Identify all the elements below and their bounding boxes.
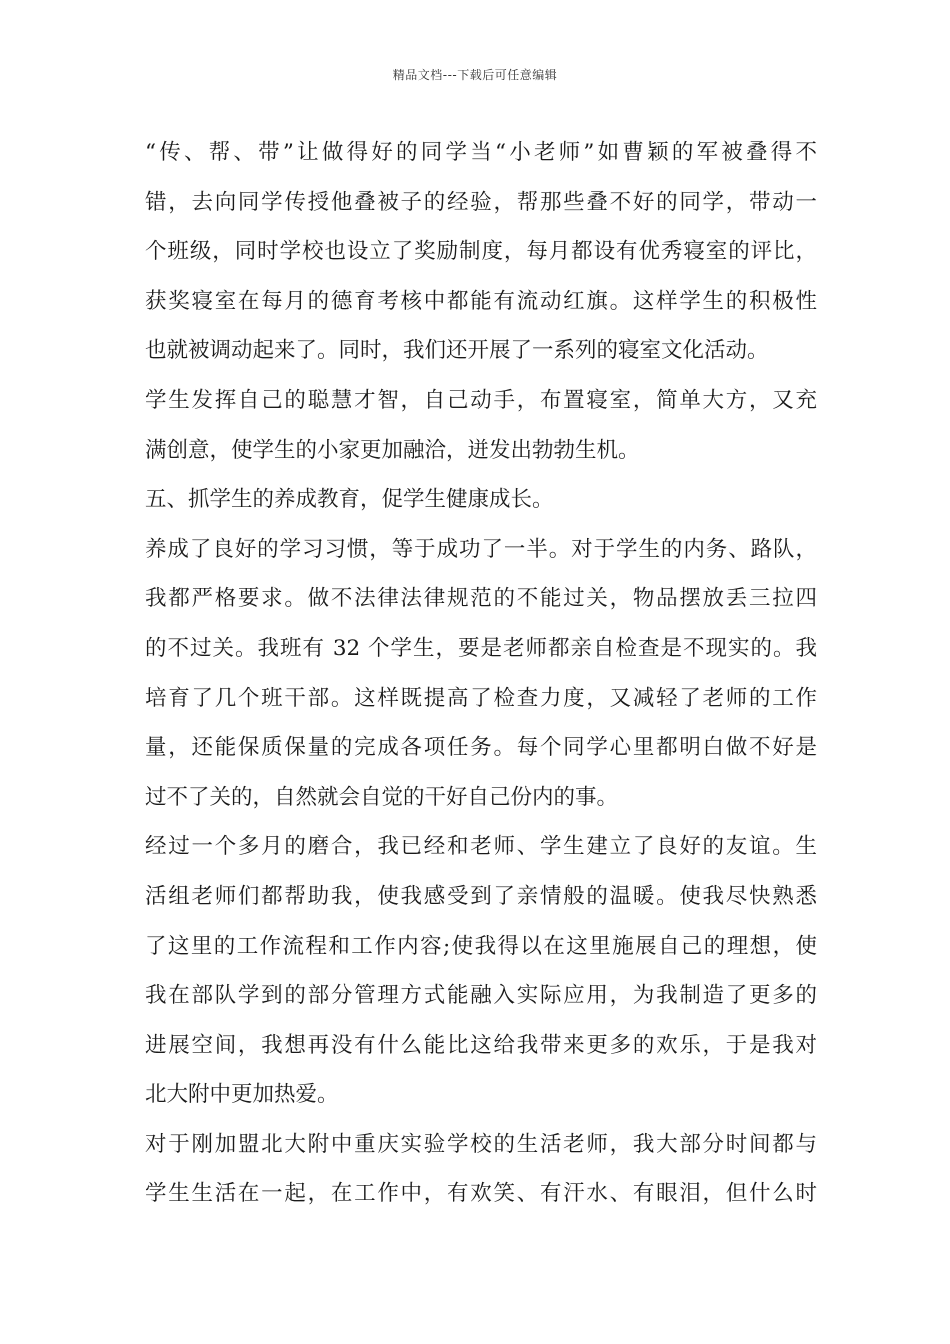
text-line: 也就被调动起来了。同时，我们还开展了一系列的寝室文化活动。	[145, 338, 769, 364]
text-line: 学生发挥自己的聪慧才智，自己动手，布置寝室，简单大方，又充	[145, 387, 817, 413]
text-line: 经过一个多月的磨合，我已经和老师、学生建立了良好的友谊。生	[145, 834, 817, 860]
text-line: 对于刚加盟北大附中重庆实验学校的生活老师，我大部分时间都与	[145, 1131, 817, 1157]
text-line: 我都严格要求。做不法律法律规范的不能过关，物品摆放丢三拉四	[145, 586, 817, 612]
text-line: 获奖寝室在每月的德育考核中都能有流动红旗。这样学生的积极性	[145, 288, 817, 314]
text-line: 学生生活在一起，在工作中，有欢笑、有汗水、有眼泪，但什么时	[145, 1181, 817, 1207]
text-line: 进展空间，我想再没有什么能比这给我带来更多的欢乐，于是我对	[145, 1032, 817, 1058]
text-line: 五、抓学生的养成教育，促学生健康成长。	[145, 487, 554, 513]
text-line: 量，还能保质保量的完成各项任务。每个同学心里都明白做不好是	[145, 735, 817, 761]
page-header: 精品文档---下载后可任意编辑	[392, 68, 558, 82]
text-line: 培育了几个班干部。这样既提高了检查力度，又减轻了老师的工作	[145, 685, 817, 711]
text-line: 的不过关。我班有 32 个学生，要是老师都亲自检查是不现实的。我	[145, 635, 817, 661]
text-line: “传、帮、带”让做得好的同学当“小老师”如曹颖的军被叠得不	[145, 140, 817, 165]
text-line: 满创意，使学生的小家更加融洽，迸发出勃勃生机。	[145, 437, 640, 463]
text-line: 了这里的工作流程和工作内容;使我得以在这里施展自己的理想，使	[145, 933, 817, 959]
document-body	[145, 128, 817, 1219]
text-line: 养成了良好的学习习惯，等于成功了一半。对于学生的内务、路队，	[145, 536, 817, 562]
text-line: 我在部队学到的部分管理方式能融入实际应用，为我制造了更多的	[145, 983, 817, 1009]
text-line: 错，去向同学传授他叠被子的经验，帮那些叠不好的同学，带动一	[145, 189, 817, 215]
text-line: 个班级，同时学校也设立了奖励制度，每月都设有优秀寝室的评比，	[145, 239, 817, 265]
text-line: 活组老师们都帮助我，使我感受到了亲情般的温暖。使我尽快熟悉	[145, 883, 817, 909]
text-line: 北大附中更加热爱。	[145, 1082, 339, 1108]
text-line: 过不了关的，自然就会自觉的干好自己份内的事。	[145, 784, 619, 810]
